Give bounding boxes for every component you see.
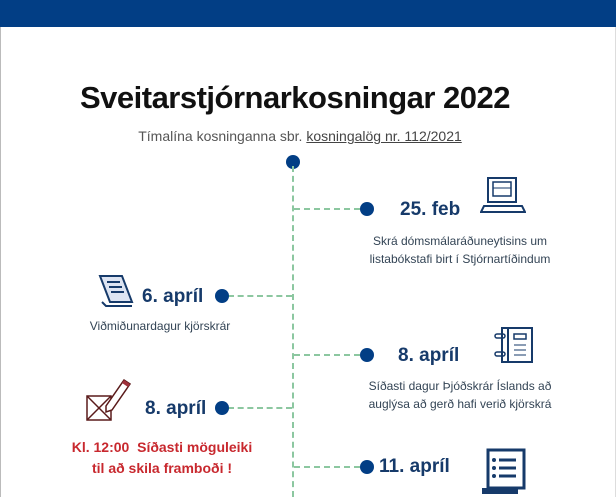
timeline-line bbox=[292, 166, 294, 497]
event-description: Viðmiðunardagur kjörskrár bbox=[89, 319, 231, 333]
event-date: 25. feb bbox=[400, 199, 461, 220]
connector bbox=[294, 208, 360, 210]
timeline-dot bbox=[360, 460, 374, 474]
timeline-dot bbox=[360, 348, 374, 362]
subtitle-text: Tímalína kosninganna sbr. bbox=[138, 128, 307, 144]
desc-line: Skrá dómsmálaráðuneytisins um bbox=[372, 234, 548, 248]
scroll-list-icon bbox=[480, 446, 528, 497]
desc-line: Síðasti dagur Þjóðskrár Íslands að bbox=[368, 379, 552, 393]
event-date: 11. apríl bbox=[379, 456, 450, 477]
top-banner bbox=[0, 0, 616, 27]
page-title: Sveitarstjórnarkosningar 2022 bbox=[79, 80, 511, 115]
connector bbox=[294, 466, 360, 468]
timeline-dot bbox=[215, 401, 229, 415]
document-icon bbox=[96, 272, 136, 308]
deadline-alert bbox=[62, 437, 262, 479]
ballot-pencil-icon bbox=[84, 376, 136, 424]
event-date: 8. apríl bbox=[398, 345, 460, 366]
connector bbox=[294, 354, 360, 356]
timeline-dot bbox=[360, 202, 374, 216]
event-date: 8. apríl bbox=[145, 398, 207, 419]
desc-line: listabókstafi birt í Stjórnartíðindum bbox=[369, 252, 551, 266]
binder-icon bbox=[490, 326, 536, 366]
law-link[interactable]: kosningalög nr. 112/2021 bbox=[306, 128, 462, 144]
connector bbox=[228, 295, 292, 297]
computer-icon bbox=[480, 176, 526, 218]
event-date: 6. apríl bbox=[142, 286, 204, 307]
subtitle bbox=[0, 128, 600, 144]
desc-line: auglýsa að gerð hafi verið kjörskrá bbox=[368, 397, 552, 411]
event-description bbox=[345, 377, 575, 413]
alert-line: til að skila framboði ! bbox=[91, 460, 233, 476]
connector bbox=[228, 407, 292, 409]
event-description bbox=[345, 232, 575, 268]
timeline-dot bbox=[215, 289, 229, 303]
alert-line: Kl. 12:00 Síðasti möguleiki bbox=[71, 439, 253, 455]
